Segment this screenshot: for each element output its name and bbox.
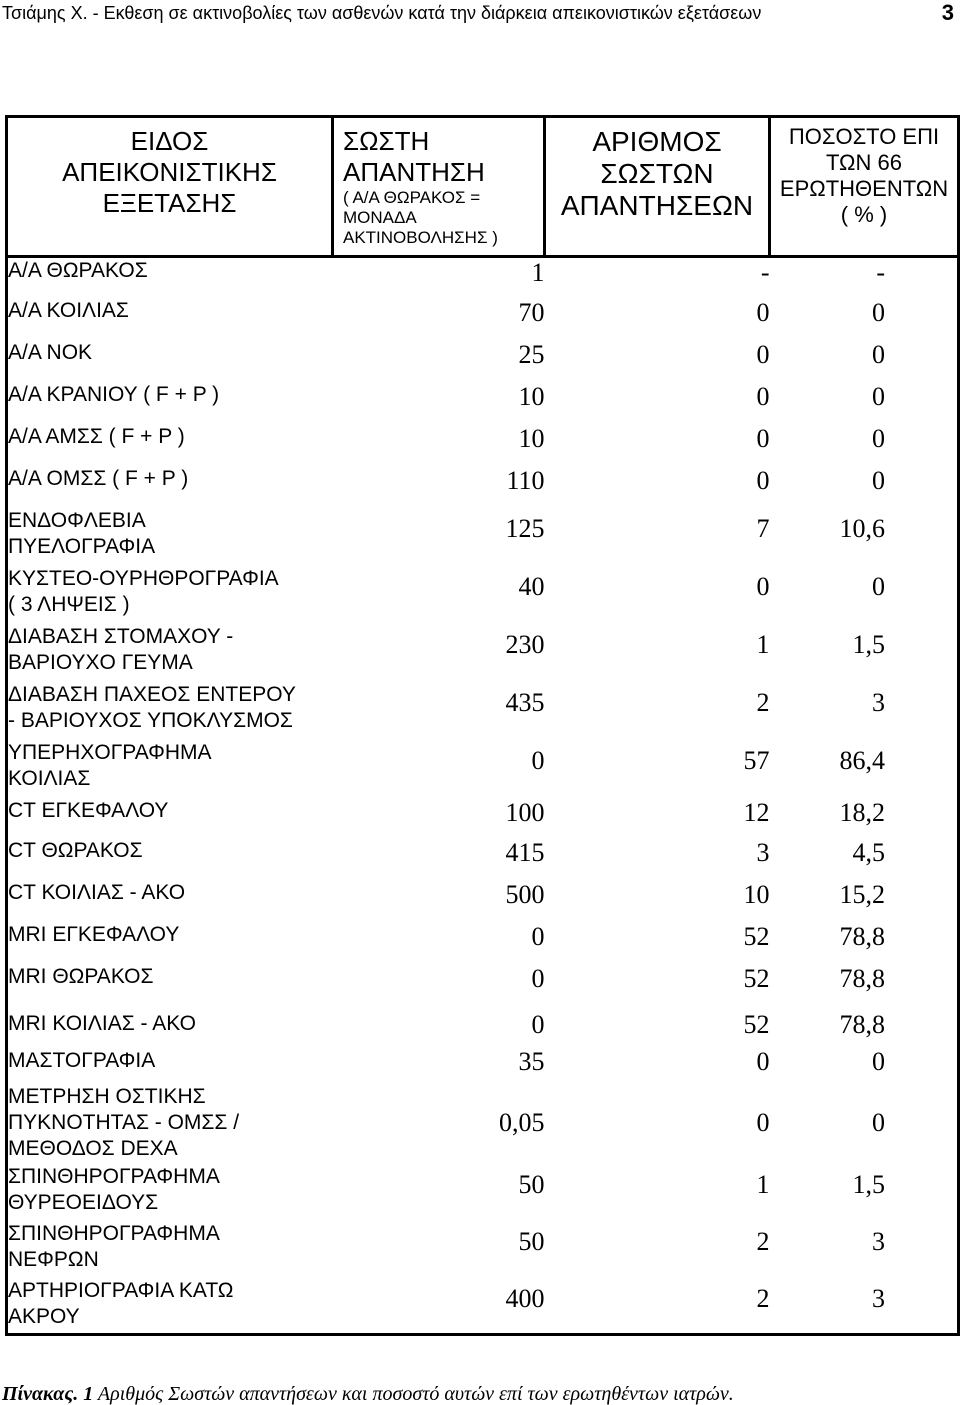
table-row [7, 740, 959, 798]
percentage-cell: 0 [872, 465, 885, 495]
correct-count-cell: 52 [743, 1009, 770, 1039]
exam-type-line: ΑΡΤΗΡΙΟΓΡΑΦΙΑ ΚΑΤΩ [8, 1278, 234, 1302]
exam-type-cell [7, 1043, 333, 1080]
table-row [7, 1278, 959, 1335]
results-table [5, 115, 960, 1336]
correct-count-cell: 2 [756, 1226, 770, 1256]
exam-type-line: ΔΙΑΒΑΣΗ ΠΑΧΕΟΣ ΕΝΤΕΡΟΥ [8, 682, 296, 706]
exam-type-line: MRI ΚΟΙΛΙΑΣ - ΑΚΟ [8, 1011, 196, 1035]
table-row [7, 838, 959, 880]
correct-answer-cell: 10 [518, 423, 545, 453]
table-row [7, 880, 959, 922]
column-header-percentage [770, 117, 959, 257]
exam-type-line: ΑΚΡΟΥ [8, 1304, 80, 1328]
header-line: ( % ) [840, 202, 888, 227]
correct-count-cell: 10 [743, 879, 770, 909]
correct-count-cell: 7 [756, 513, 770, 543]
table-row [7, 1043, 959, 1080]
header-row [7, 117, 959, 257]
table-caption [2, 1383, 958, 1405]
header-line: ΑΠΑΝΤΗΣΕΩΝ [560, 190, 754, 221]
exam-type-cell [7, 1080, 333, 1164]
correct-answer-cell: 1 [531, 258, 545, 287]
correct-count-cell: 0 [756, 571, 770, 601]
exam-type-line: Α/Α ΝΟΚ [8, 340, 93, 364]
correct-count-cell: 0 [756, 465, 770, 495]
correct-count-cell: 0 [756, 1107, 770, 1137]
percentage-cell: 0 [872, 381, 885, 411]
caption-label: Πίνακας. 1 [2, 1383, 94, 1405]
exam-type-cell [7, 424, 333, 466]
header-line: ΣΩΣΤΗ [343, 126, 430, 156]
exam-type-line: Α/Α ΚΡΑΝΙΟΥ ( F + P ) [8, 382, 220, 406]
exam-type-cell [7, 566, 333, 624]
table-row [7, 798, 959, 838]
page-number: 3 [941, 0, 954, 25]
exam-type-cell [7, 1006, 333, 1043]
exam-type-cell [7, 1221, 333, 1278]
table-row [7, 1164, 959, 1221]
exam-type-line: CT ΘΩΡΑΚΟΣ [8, 838, 143, 862]
correct-answer-cell: 400 [505, 1283, 545, 1313]
table-row [7, 1080, 959, 1164]
exam-type-line: ΣΠΙΝΘΗΡΟΓΡΑΦΗΜΑ [8, 1164, 220, 1188]
header-note-line: ΑΚΤΙΝΟΒΟΛΗΣΗΣ ) [343, 228, 498, 247]
percentage-cell: 18,2 [839, 797, 885, 827]
header-line: ΑΡΙΘΜΟΣ [592, 126, 722, 157]
exam-type-line: ΠΥΕΛΟΓΡΑΦΙΑ [8, 534, 156, 558]
column-header-correct-count [545, 117, 770, 257]
percentage-cell: 0 [872, 571, 885, 601]
exam-type-cell [7, 298, 333, 340]
exam-type-cell [7, 682, 333, 740]
exam-type-cell [7, 740, 333, 798]
exam-type-cell [7, 798, 333, 838]
table-row [7, 298, 959, 340]
percentage-cell: 0 [872, 423, 885, 453]
percentage-cell: 1,5 [852, 1169, 885, 1199]
exam-type-line: Α/Α ΟΜΣΣ ( F + P ) [8, 466, 189, 490]
exam-type-line: ΚΟΙΛΙΑΣ [8, 766, 91, 790]
exam-type-line: MRI ΘΩΡΑΚΟΣ [8, 964, 154, 988]
exam-type-cell [7, 257, 333, 298]
correct-answer-cell: 50 [518, 1169, 545, 1199]
table-body [7, 257, 959, 1335]
exam-type-line: ΣΠΙΝΘΗΡΟΓΡΑΦΗΜΑ [8, 1221, 220, 1245]
header-line: ΑΠΕΙΚΟΝΙΣΤΙΚΗΣ [62, 157, 277, 187]
correct-count-cell: 1 [756, 1169, 770, 1199]
correct-count-cell: 3 [756, 837, 770, 867]
header-line: ΠΟΣΟΣΤΟ ΕΠΙ [788, 124, 940, 149]
exam-type-line: - ΒΑΡΙΟΥΧΟΣ ΥΠΟΚΛΥΣΜΟΣ [8, 708, 293, 732]
correct-count-cell: 2 [756, 1283, 770, 1313]
running-head [2, 0, 958, 30]
exam-type-line: ΔΙΑΒΑΣΗ ΣΤΟΜΑΧΟΥ - [8, 624, 234, 648]
exam-type-cell [7, 624, 333, 682]
percentage-cell: 3 [872, 1226, 885, 1256]
exam-type-line: Α/Α ΘΩΡΑΚΟΣ [8, 259, 148, 282]
header-line: ΤΩΝ 66 [826, 150, 902, 175]
percentage-cell: 78,8 [839, 1009, 885, 1039]
percentage-cell: 86,4 [839, 745, 885, 775]
correct-answer-cell: 0 [531, 963, 545, 993]
table-row [7, 1221, 959, 1278]
percentage-cell: 3 [872, 1283, 885, 1313]
correct-answer-cell: 230 [505, 629, 545, 659]
percentage-cell: 78,8 [839, 921, 885, 951]
correct-count-cell: 12 [743, 797, 770, 827]
exam-type-line: ΜΕΘΟΔΟΣ DEXA [8, 1136, 178, 1160]
exam-type-line: ( 3 ΛΗΨΕΙΣ ) [8, 592, 130, 616]
percentage-cell: 0 [872, 297, 885, 327]
correct-answer-cell: 125 [505, 513, 545, 543]
table-row [7, 340, 959, 382]
exam-type-line: ΝΕΦΡΩΝ [8, 1247, 99, 1271]
header-line: ΕΙΔΟΣ [130, 126, 209, 156]
correct-answer-cell: 40 [518, 571, 545, 601]
exam-type-line: MRI ΕΓΚΕΦΑΛΟΥ [8, 922, 180, 946]
percentage-cell: 4,5 [852, 837, 885, 867]
correct-count-cell: 52 [743, 921, 770, 951]
correct-answer-cell: 435 [505, 687, 545, 717]
exam-type-cell [7, 1278, 333, 1335]
correct-count-cell: 0 [756, 381, 770, 411]
column-header-exam-type [7, 117, 333, 257]
percentage-cell: 3 [872, 687, 885, 717]
correct-count-cell: 2 [756, 687, 770, 717]
percentage-cell: - [876, 258, 885, 287]
correct-count-cell: 57 [743, 745, 770, 775]
table-row [7, 1006, 959, 1043]
table-row [7, 964, 959, 1006]
exam-type-line: ΜΕΤΡΗΣΗ ΟΣΤΙΚΗΣ [8, 1084, 206, 1108]
exam-type-cell [7, 880, 333, 922]
document-title: Τσιάμης Χ. - Εκθεση σε ακτινοβολίες των ασθενών κατά την διάρκεια απεικονιστικών εξετάσεων [2, 3, 762, 23]
exam-type-cell [7, 466, 333, 508]
correct-answer-cell: 50 [518, 1226, 545, 1256]
correct-count-cell: - [760, 258, 770, 287]
exam-type-line: ΥΠΕΡΗΧΟΓΡΑΦΗΜΑ [8, 740, 212, 764]
table-row [7, 382, 959, 424]
exam-type-line: ΜΑΣΤΟΓΡΑΦΙΑ [8, 1048, 156, 1072]
table-row [7, 682, 959, 740]
exam-type-line: Α/Α ΑΜΣΣ ( F + P ) [8, 424, 185, 448]
percentage-cell: 0 [872, 1046, 885, 1076]
table-row [7, 922, 959, 964]
header-note-line: ΜΟΝΑΔΑ [343, 208, 417, 227]
header-line: ΑΠΑΝΤΗΣΗ [343, 157, 485, 187]
table-row [7, 424, 959, 466]
exam-type-line: Α/Α ΚΟΙΛΙΑΣ [8, 298, 129, 322]
percentage-cell: 0 [872, 339, 885, 369]
exam-type-line: ΘΥΡΕΟΕΙΔΟΥΣ [8, 1190, 159, 1214]
table-row [7, 257, 959, 298]
exam-type-line: ΠΥΚΝΟΤΗΤΑΣ - ΟΜΣΣ / [8, 1110, 240, 1134]
correct-count-cell: 0 [756, 297, 770, 327]
percentage-cell: 78,8 [839, 963, 885, 993]
correct-answer-cell: 110 [506, 465, 545, 495]
exam-type-cell [7, 340, 333, 382]
exam-type-cell [7, 838, 333, 880]
table-row [7, 508, 959, 566]
correct-count-cell: 52 [743, 963, 770, 993]
correct-answer-cell: 35 [518, 1046, 545, 1076]
percentage-cell: 15,2 [839, 879, 885, 909]
table-row [7, 566, 959, 624]
percentage-cell: 10,6 [839, 513, 885, 543]
header-line: ΣΩΣΤΩΝ [600, 158, 714, 189]
correct-answer-cell: 0,05 [499, 1107, 545, 1137]
correct-answer-cell: 415 [505, 837, 545, 867]
exam-type-line: CT ΚΟΙΛΙΑΣ - ΑΚΟ [8, 880, 186, 904]
table-row [7, 624, 959, 682]
exam-type-cell [7, 508, 333, 566]
correct-answer-cell: 25 [518, 339, 545, 369]
correct-answer-cell: 70 [518, 297, 545, 327]
correct-count-cell: 0 [756, 1046, 770, 1076]
exam-type-line: ΚΥΣΤΕΟ-ΟΥΡΗΘΡΟΓΡΑΦΙΑ [8, 566, 279, 590]
correct-count-cell: 1 [756, 629, 770, 659]
exam-type-line: CT ΕΓΚΕΦΑΛΟΥ [8, 798, 169, 822]
header-note-line: ( Α/Α ΘΩΡΑΚΟΣ = [343, 188, 481, 207]
column-header-correct-answer [333, 117, 545, 257]
percentage-cell: 0 [872, 1107, 885, 1137]
percentage-cell: 1,5 [852, 629, 885, 659]
exam-type-cell [7, 1164, 333, 1221]
correct-count-cell: 0 [756, 423, 770, 453]
exam-type-cell [7, 922, 333, 964]
correct-answer-cell: 0 [531, 745, 545, 775]
table-row [7, 466, 959, 508]
caption-text: Αριθμός Σωστών απαντήσεων και ποσοστό αυτών επί των ερωτηθέντων ιατρών. [93, 1383, 734, 1405]
header-line: ΕΡΩΤΗΘΕΝΤΩΝ [779, 176, 949, 201]
exam-type-cell [7, 382, 333, 424]
exam-type-line: ΒΑΡΙΟΥΧΟ ΓΕΥΜΑ [8, 650, 193, 674]
exam-type-line: ΕΝΔΟΦΛΕΒΙΑ [8, 508, 146, 532]
exam-type-cell [7, 964, 333, 1006]
correct-answer-cell: 0 [531, 1009, 545, 1039]
correct-answer-cell: 0 [531, 921, 545, 951]
correct-count-cell: 0 [756, 339, 770, 369]
correct-answer-cell: 500 [505, 879, 545, 909]
header-line: ΕΞΕΤΑΣΗΣ [102, 188, 237, 218]
correct-answer-cell: 100 [505, 797, 545, 827]
correct-answer-cell: 10 [518, 381, 545, 411]
